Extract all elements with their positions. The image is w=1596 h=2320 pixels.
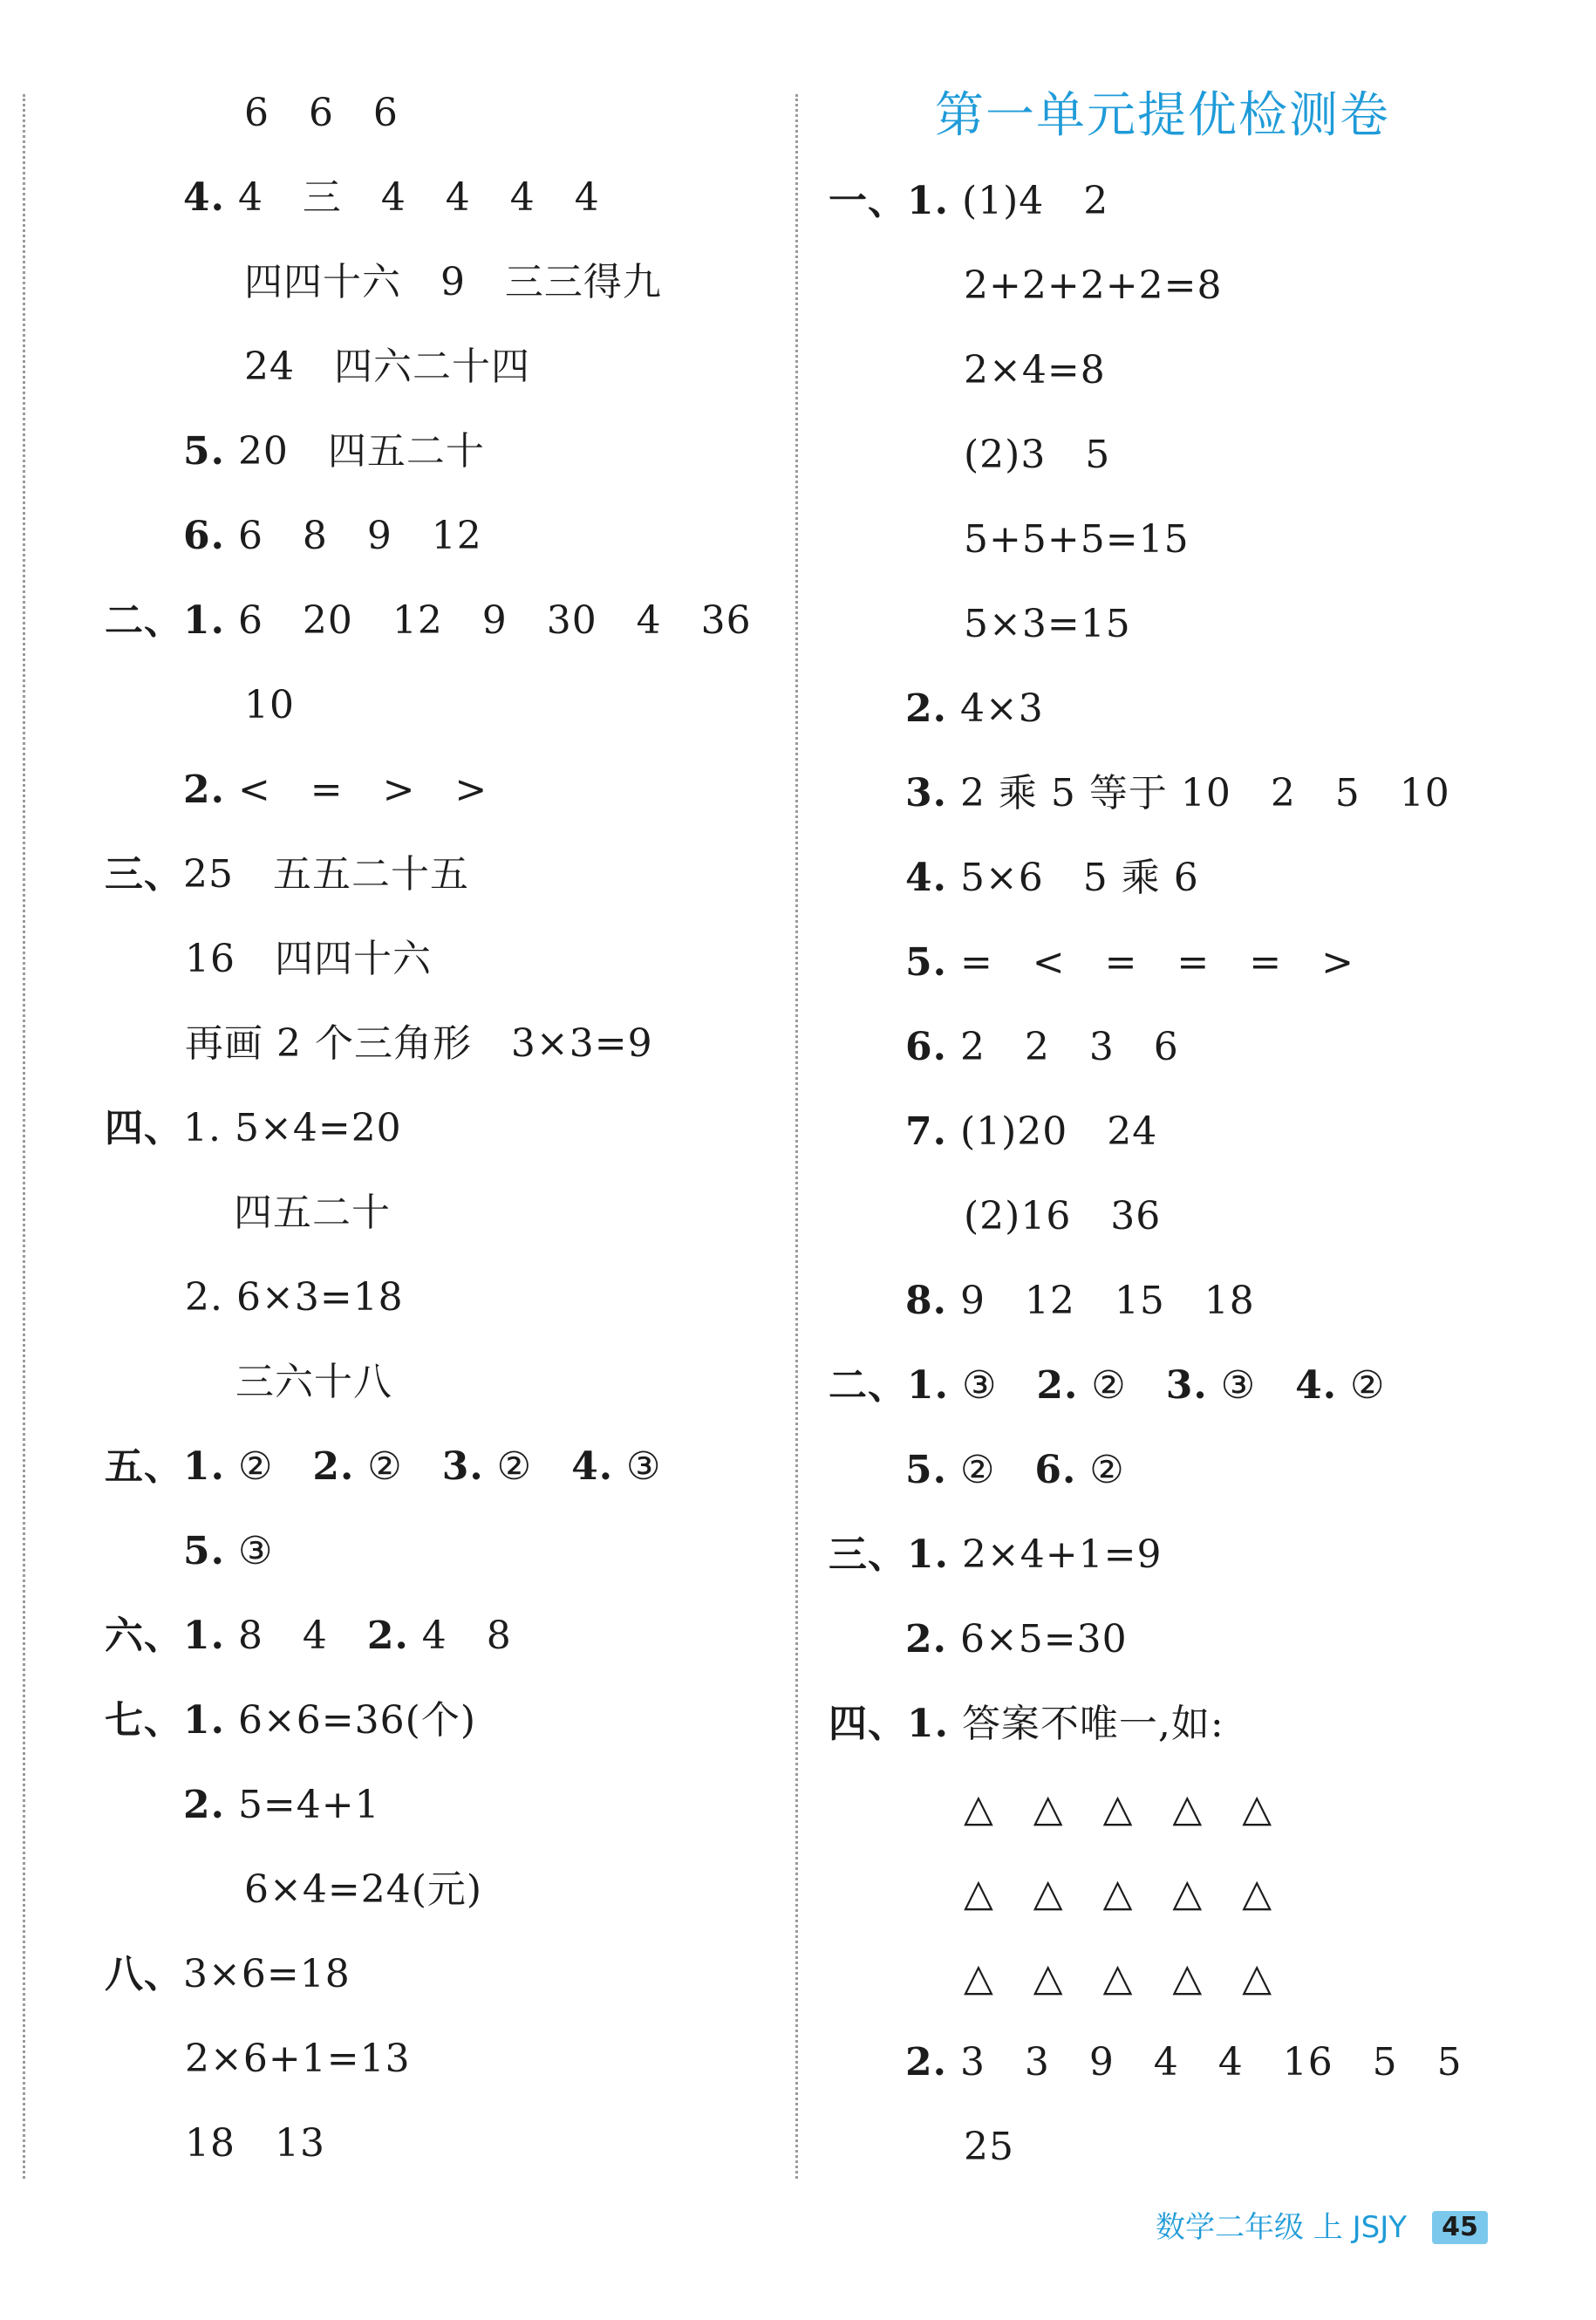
answer-line: 2. < = > > — [183, 768, 488, 812]
answer-line: (2)3 5 — [964, 433, 1111, 477]
answer-line: 四、1. 答案不唯一,如: — [829, 1702, 1224, 1746]
answer-line: 16 四四十六 — [185, 937, 432, 981]
answer-line: 三、1. 2×4+1=9 — [829, 1532, 1163, 1577]
answer-line: 6 6 6 — [244, 91, 399, 135]
answer-line: 18 13 — [185, 2121, 325, 2166]
answer-line: 3. 2 乘 5 等于 10 2 5 10 — [905, 771, 1450, 815]
answer-line: 25 — [964, 2125, 1014, 2169]
page-number: 45 — [1432, 2211, 1488, 2244]
answer-line: 2. 5=4+1 — [183, 1783, 380, 1827]
answer-line: 八、3×6=18 — [105, 1952, 351, 1996]
left-margin-divider — [23, 94, 25, 2179]
answer-line: 2+2+2+2=8 — [964, 263, 1223, 308]
answer-line: 10 — [244, 683, 295, 727]
column-divider — [795, 94, 798, 2179]
answer-line: 5. = < = = = > — [905, 940, 1354, 985]
answer-line: 五、1. ② 2. ② 3. ② 4. ③ — [105, 1444, 662, 1489]
answer-line: 24 四六二十四 — [244, 345, 530, 389]
triangle-row: △ △ △ △ △ — [964, 1871, 1273, 1915]
answer-line: 4. 5×6 5 乘 6 — [905, 856, 1199, 900]
answer-line: 二、1. ③ 2. ② 3. ③ 4. ② — [829, 1363, 1386, 1408]
answer-line: 2×6+1=13 — [185, 2037, 411, 2081]
answer-line: (2)16 36 — [964, 1194, 1162, 1238]
triangle-row: △ △ △ △ △ — [964, 1955, 1273, 2000]
answer-line: 2×4=8 — [964, 348, 1106, 392]
answer-line: 三六十八 — [235, 1360, 392, 1404]
answer-line: 四四十六 9 三三得九 — [244, 260, 662, 304]
answer-line: 2. 4×3 — [905, 686, 1044, 731]
footer-book-label: 数学二年级 上 JSJY — [1156, 2210, 1408, 2245]
answer-line: 一、1. (1)4 2 — [829, 179, 1109, 223]
answer-line: 2. 6×5=30 — [905, 1617, 1128, 1662]
answer-line: 四五二十 — [234, 1191, 391, 1235]
answer-line: 7. (1)20 24 — [905, 1109, 1158, 1154]
answer-line: 5×3=15 — [964, 602, 1131, 646]
answer-line: 8. 9 12 15 18 — [905, 1279, 1255, 1323]
answer-line: 6. 6 8 9 12 — [183, 514, 482, 558]
answer-line: 二、1. 6 20 12 9 30 4 36 — [105, 598, 752, 643]
answer-line: 5. ③ — [183, 1529, 274, 1573]
answer-line: 2. 6×3=18 — [185, 1275, 404, 1320]
answer-line: 再画 2 个三角形 3×3=9 — [185, 1021, 653, 1066]
answer-line: 四、1. 5×4=20 — [105, 1106, 402, 1150]
answer-line: 5. ② 6. ② — [905, 1448, 1125, 1492]
triangle-row: △ △ △ △ △ — [964, 1786, 1273, 1831]
answer-line: 六、1. 8 4 2. 4 8 — [105, 1614, 512, 1658]
section-title: 第一单元提优检测卷 — [935, 87, 1390, 144]
answer-line: 2. 3 3 9 4 4 16 5 5 — [905, 2040, 1463, 2085]
answer-line: 6. 2 2 3 6 — [905, 1025, 1179, 1069]
answer-line: 5+5+5=15 — [964, 517, 1190, 562]
answer-line: 5. 20 四五二十 — [183, 429, 485, 474]
answer-line: 4. 4 三 4 4 4 4 — [183, 175, 600, 220]
answer-line: 七、1. 6×6=36(个) — [105, 1698, 476, 1743]
answer-line: 三、25 五五二十五 — [105, 852, 469, 897]
answer-line: 6×4=24(元) — [244, 1867, 483, 1912]
